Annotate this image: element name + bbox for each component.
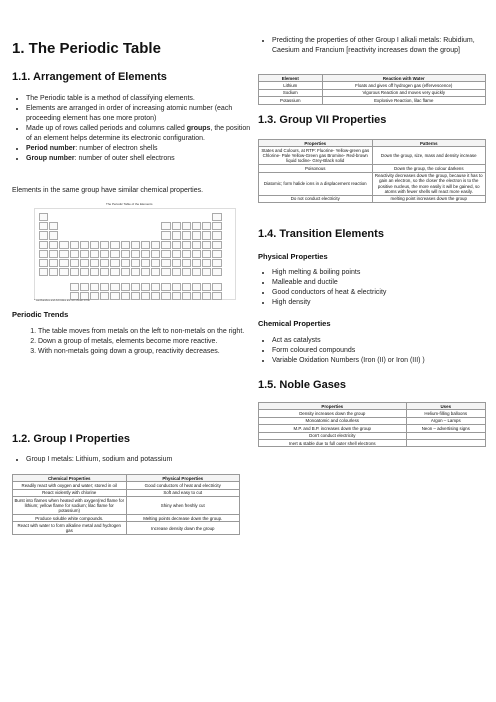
element-cell: [182, 259, 191, 267]
element-cell: [49, 222, 58, 230]
element-cell: [151, 250, 160, 258]
table-header-row: [259, 403, 486, 410]
table-cell: Explosive Reaction, lilac flame: [322, 97, 485, 104]
element-cell: [182, 222, 191, 230]
list-item: • Group I metals: Lithium, sodium and potassium: [26, 455, 254, 465]
element-cell: [172, 250, 181, 258]
element-cell: [202, 268, 211, 276]
water-reaction-table: [258, 74, 486, 105]
figure-footnote: * Lanthanides and Actinides are not shown in full: [34, 299, 90, 302]
element-cell: [100, 250, 109, 258]
table-row: [259, 432, 486, 439]
element-cell: [202, 292, 211, 300]
table-cell: Good conductors of heat and electricity: [126, 482, 240, 489]
element-cell: [172, 222, 181, 230]
table-cell: [406, 432, 485, 439]
list-item: [26, 124, 254, 144]
element-cell: [49, 231, 58, 239]
list-item: [26, 154, 254, 164]
table-cell: Produce soluble white compounds.: [13, 514, 127, 521]
element-cell: [192, 268, 201, 276]
element-cell: [151, 241, 160, 249]
element-cell: [172, 241, 181, 249]
table-cell: Floats and gives off hydrogen gas (effervescence): [322, 82, 485, 89]
table-cell: Vigorous Reaction and moves very quickly: [322, 89, 485, 96]
subheading-chemical: Chemical Properties: [258, 319, 331, 328]
element-cell: [90, 292, 99, 300]
list-item: • Form coloured compounds: [272, 346, 496, 356]
element-cell: [161, 222, 170, 230]
table-cell: Diatomic; form halide ions in a displacement reaction: [259, 172, 373, 195]
table-header: Reaction with Water: [322, 75, 485, 82]
periodic-table-figure: [34, 202, 234, 306]
element-cell: [172, 259, 181, 267]
periodic-table-grid: [34, 208, 236, 300]
element-cell: [212, 213, 221, 221]
table-row: [259, 89, 486, 96]
table-row: [13, 497, 240, 515]
list-item: • Good conductors of heat & electricity: [272, 288, 496, 298]
element-cell: [49, 268, 58, 276]
element-cell: [151, 259, 160, 267]
element-cell: [202, 241, 211, 249]
table-cell: Density increases down the group: [259, 410, 407, 417]
table-cell: Increase density down the group: [126, 522, 240, 535]
table-cell: Argon – Lamps: [406, 417, 485, 424]
section-heading-trends: Periodic Trends: [12, 310, 69, 319]
element-cell: [161, 259, 170, 267]
element-cell: [212, 292, 221, 300]
table-cell: Melting points decrease down the group.: [126, 514, 240, 521]
element-cell: [202, 250, 211, 258]
element-cell: [161, 283, 170, 291]
list-item: • Act as catalysts: [272, 336, 496, 346]
element-cell: [49, 250, 58, 258]
subheading-physical: Physical Properties: [258, 252, 328, 261]
element-cell: [192, 241, 201, 249]
chemical-properties-list: [258, 336, 496, 366]
list-item-text: : number of electron shells: [75, 145, 158, 152]
element-cell: [161, 250, 170, 258]
element-cell: [131, 268, 140, 276]
table-header: Element: [259, 75, 323, 82]
element-cell: [182, 268, 191, 276]
element-cell: [80, 268, 89, 276]
list-item-bold: groups: [186, 125, 211, 132]
element-cell: [100, 268, 109, 276]
element-cell: [212, 268, 221, 276]
element-cell: [182, 231, 191, 239]
element-cell: [100, 292, 109, 300]
table-cell: Helium-filling balloons: [406, 410, 485, 417]
element-cell: [110, 268, 119, 276]
element-cell: [121, 283, 130, 291]
element-cell: [49, 259, 58, 267]
table-cell: melting point increases down the group: [372, 195, 486, 202]
element-cell: [131, 259, 140, 267]
element-cell: [90, 250, 99, 258]
element-cell: [110, 241, 119, 249]
list-item: 1. The table moves from metals on the left to non-metals on the right.: [38, 327, 256, 337]
element-cell: [121, 259, 130, 267]
table-cell: Neon – advertising signs: [406, 425, 485, 432]
element-cell: [161, 241, 170, 249]
element-cell: [90, 268, 99, 276]
element-cell: [172, 292, 181, 300]
element-cell: [192, 259, 201, 267]
group1-properties-table: [12, 474, 240, 535]
element-cell: [121, 268, 130, 276]
element-cell: [182, 283, 191, 291]
element-cell: [202, 231, 211, 239]
element-cell: [90, 259, 99, 267]
element-cell: [131, 283, 140, 291]
element-cell: [192, 292, 201, 300]
table-row: [13, 522, 240, 535]
table-header: Chemical Properties: [13, 475, 127, 482]
group1-list: [12, 455, 254, 465]
element-cell: [39, 241, 48, 249]
table-cell: M.P. and B.P. increases down the group: [259, 425, 407, 432]
list-item: • Predicting the properties of other Group I alkali metals: Rubidium, Caesium and Francium [reactivity increases down the group]: [272, 36, 496, 56]
list-item-bold: Period number: [26, 145, 76, 152]
table-cell: Potassium: [259, 97, 323, 104]
table-cell: Down the group, size, mass and density increase: [372, 147, 486, 165]
table-row: [259, 439, 486, 446]
element-cell: [39, 231, 48, 239]
table-header-row: [259, 75, 486, 82]
section-heading-group7: 1.3. Group VII Properties: [258, 114, 387, 126]
element-cell: [172, 268, 181, 276]
table-row: [259, 410, 486, 417]
element-cell: [192, 250, 201, 258]
list-item-text: , the position of an element helps determine its electronic configuration.: [26, 125, 251, 142]
table-cell: React violently with chlorine: [13, 489, 127, 496]
table-cell: Poisonous: [259, 165, 373, 172]
element-cell: [80, 283, 89, 291]
element-cell: [161, 268, 170, 276]
list-item-text: Made up of rows called periods and columns called: [26, 125, 187, 132]
trends-list: [12, 327, 256, 357]
table-cell: Soft and easy to cut: [126, 489, 240, 496]
list-item: • Elements are arranged in order of increasing atomic number (each proceeding element has one more proton): [26, 104, 254, 124]
element-cell: [80, 241, 89, 249]
table-header: Uses: [406, 403, 485, 410]
element-cell: [141, 292, 150, 300]
element-cell: [90, 283, 99, 291]
table-row: [259, 97, 486, 104]
figure-title: The Periodic Table of the Elements: [106, 202, 153, 206]
section-heading-noble: 1.5. Noble Gases: [258, 379, 347, 391]
element-cell: [212, 231, 221, 239]
table-row: [259, 195, 486, 202]
element-cell: [110, 259, 119, 267]
table-cell: Down the group, the colour darkens: [372, 165, 486, 172]
element-cell: [131, 292, 140, 300]
element-cell: [121, 250, 130, 258]
table-cell: Reactivity decreases down the group, because it has to gain an electron, so the closer the electron is to the positive nucleus, the more easily it will be gained, so atoms with fewer shells will react more easily.: [372, 172, 486, 195]
list-item: • High melting & boiling points: [272, 268, 496, 278]
element-cell: [141, 283, 150, 291]
element-cell: [100, 259, 109, 267]
element-cell: [39, 213, 48, 221]
element-cell: [59, 241, 68, 249]
element-cell: [141, 241, 150, 249]
table-row: [13, 489, 240, 496]
table-cell: Readily react with oxygen and water; stored in oil: [13, 482, 127, 489]
list-item: • Malleable and ductile: [272, 278, 496, 288]
element-cell: [110, 250, 119, 258]
list-item: • The Periodic table is a method of classifying elements.: [26, 94, 254, 104]
element-cell: [121, 241, 130, 249]
predict-list: [258, 36, 496, 56]
table-cell: Shiny when freshly cut: [126, 497, 240, 515]
element-cell: [70, 283, 79, 291]
section-heading-arrangement: 1.1. Arrangement of Elements: [12, 71, 167, 83]
table-cell: Burst into flames when heated with oxygen(red flame for lithium; yellow flame for sodium; lilac flame for potassium): [14, 497, 125, 514]
element-cell: [182, 250, 191, 258]
element-cell: [151, 268, 160, 276]
element-cell: [192, 283, 201, 291]
table-cell: Lithium: [259, 82, 323, 89]
element-cell: [172, 231, 181, 239]
table-header: Patterns: [372, 140, 486, 147]
element-cell: [59, 259, 68, 267]
element-cell: [141, 250, 150, 258]
table-cell: Do not conduct electricity: [259, 195, 373, 202]
element-cell: [39, 250, 48, 258]
element-cell: [141, 259, 150, 267]
table-header: Properties: [259, 140, 373, 147]
element-cell: [100, 241, 109, 249]
element-cell: [202, 222, 211, 230]
element-cell: [70, 259, 79, 267]
element-cell: [90, 241, 99, 249]
element-cell: [212, 283, 221, 291]
element-cell: [182, 241, 191, 249]
list-item: 2. Down a group of metals, elements become more reactive.: [38, 337, 256, 347]
section-heading-transition: 1.4. Transition Elements: [258, 228, 384, 240]
element-cell: [110, 292, 119, 300]
page-title: 1. The Periodic Table: [12, 40, 161, 57]
table-row: [259, 147, 486, 165]
element-cell: [80, 259, 89, 267]
group7-properties-table: [258, 139, 486, 203]
element-cell: [100, 283, 109, 291]
table-row: [13, 482, 240, 489]
table-cell: React with water to form alkaline metal and hydrogen gas: [13, 522, 127, 535]
element-cell: [59, 250, 68, 258]
table-header-row: [259, 140, 486, 147]
table-row: [259, 82, 486, 89]
list-item: • Variable Oxidation Numbers (Iron (II) or Iron (III) ): [272, 356, 496, 366]
element-cell: [161, 292, 170, 300]
element-cell: [151, 292, 160, 300]
element-cell: [141, 268, 150, 276]
physical-properties-list: [258, 268, 496, 308]
element-cell: [192, 222, 201, 230]
section-heading-group1: 1.2. Group I Properties: [12, 433, 130, 445]
element-cell: [59, 268, 68, 276]
list-item: • High density: [272, 298, 496, 308]
element-cell: [172, 283, 181, 291]
element-cell: [212, 222, 221, 230]
element-cell: [121, 292, 130, 300]
table-header: Properties: [259, 403, 407, 410]
element-cell: [110, 283, 119, 291]
list-item: [26, 144, 254, 154]
group-summary: Elements in the same group have similar chemical properties.: [12, 187, 204, 194]
table-row: [13, 514, 240, 521]
element-cell: [39, 268, 48, 276]
element-cell: [70, 250, 79, 258]
table-row: [259, 165, 486, 172]
element-cell: [202, 259, 211, 267]
element-cell: [39, 222, 48, 230]
element-cell: [161, 231, 170, 239]
arrangement-list: [12, 94, 254, 164]
table-header: Physical Properties: [126, 475, 240, 482]
table-cell: Monoatomic and colourless: [259, 417, 407, 424]
table-row: [259, 172, 486, 195]
element-cell: [49, 241, 58, 249]
noble-gases-table: [258, 402, 486, 447]
list-item-bold: Group number: [26, 155, 75, 162]
element-cell: [70, 268, 79, 276]
element-cell: [212, 250, 221, 258]
element-cell: [80, 250, 89, 258]
element-cell: [131, 241, 140, 249]
element-cell: [70, 241, 79, 249]
element-cell: [39, 259, 48, 267]
list-item: 3. With non-metals going down a group, reactivity decreases.: [38, 347, 256, 357]
table-cell: States and Colours, at RTP: Fluorine- Yellow-green gas Chlorine- Pale Yellow-Green gas Bromine- Red-brown liquid Iodine- Grey-Black solid: [259, 147, 373, 165]
element-cell: [151, 283, 160, 291]
table-cell: [406, 439, 485, 446]
element-cell: [212, 241, 221, 249]
table-cell: Sodium: [259, 89, 323, 96]
table-row: [259, 425, 486, 432]
table-header-row: [13, 475, 240, 482]
element-cell: [212, 259, 221, 267]
table-row: [259, 417, 486, 424]
element-cell: [192, 231, 201, 239]
element-cell: [202, 283, 211, 291]
list-item-text: : number of outer shell electrons: [74, 155, 175, 162]
table-cell: Inert & stable due to full outer shell electrons: [259, 439, 407, 446]
element-cell: [131, 250, 140, 258]
element-cell: [182, 292, 191, 300]
table-cell: Don't conduct electricity: [259, 432, 407, 439]
